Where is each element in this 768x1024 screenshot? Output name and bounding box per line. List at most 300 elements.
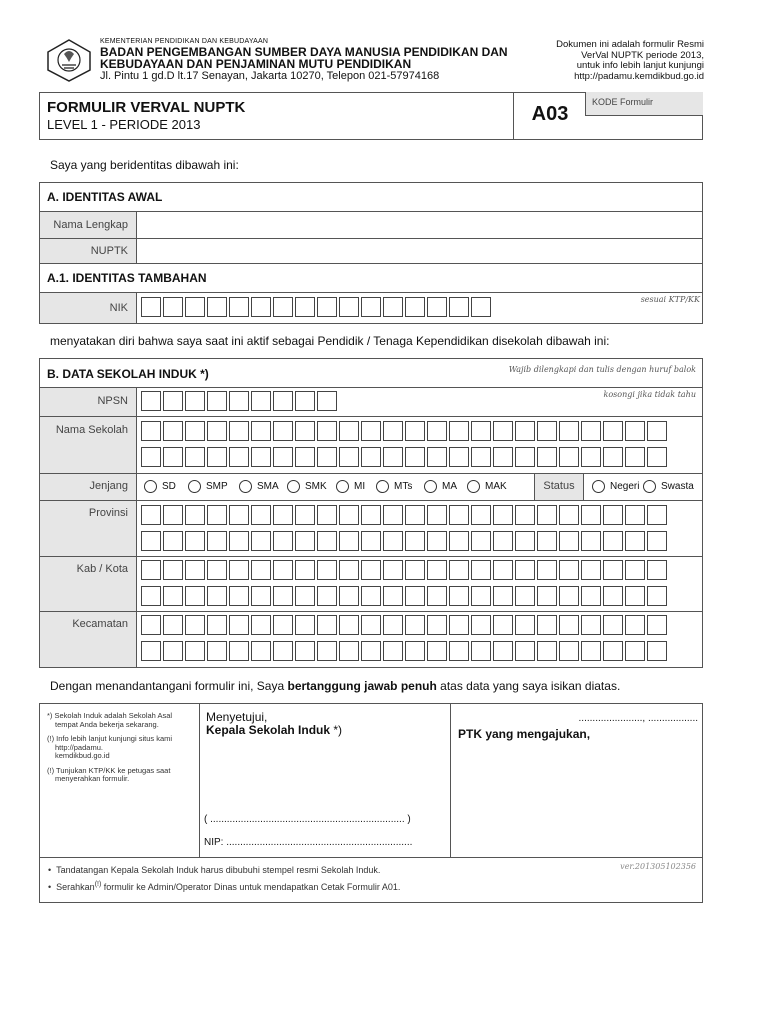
char-box[interactable] [317,505,337,525]
char-box[interactable] [471,531,491,551]
jenjang-option-ma[interactable] [424,480,457,493]
doc-note-line1: Dokumen ini adalah formulir Resmi [556,39,704,50]
char-box[interactable] [515,560,535,580]
char-box[interactable] [449,531,469,551]
city-boxes[interactable] [141,560,665,608]
char-box[interactable] [537,421,557,441]
divider [136,211,137,263]
char-box[interactable] [471,421,491,441]
char-box[interactable] [141,531,161,551]
char-box[interactable] [405,505,425,525]
nik-digit-box[interactable] [141,297,161,317]
char-box[interactable] [559,560,579,580]
ptk-signature-area[interactable] [452,744,702,854]
char-box[interactable] [581,447,601,467]
npsn-digit-box[interactable] [163,391,183,411]
char-box[interactable] [537,586,557,606]
char-box[interactable] [317,531,337,551]
char-box[interactable] [273,560,293,580]
divider [39,387,703,388]
status-option-negeri[interactable] [592,480,639,493]
char-box[interactable] [515,531,535,551]
char-box[interactable] [295,641,315,661]
char-box[interactable] [207,586,227,606]
npsn-digit-box[interactable] [185,391,205,411]
option-label: MA [442,481,457,492]
nuptk-field[interactable] [137,239,702,263]
char-box[interactable] [317,615,337,635]
radio-circle-icon [643,480,656,493]
char-box[interactable] [163,560,183,580]
char-box[interactable] [295,505,315,525]
char-box[interactable] [603,531,623,551]
jenjang-option-mts[interactable] [376,480,412,493]
char-box[interactable] [493,641,513,661]
char-box[interactable] [449,447,469,467]
char-box[interactable] [207,447,227,467]
char-box[interactable] [493,615,513,635]
char-box[interactable] [229,641,249,661]
char-box[interactable] [625,641,645,661]
nik-digit-box[interactable] [163,297,183,317]
npsn-digit-box[interactable] [295,391,315,411]
char-box[interactable] [647,447,667,467]
doc-note-line2: VerVal NUPTK periode 2013, [581,49,704,61]
jenjang-option-mi[interactable] [336,480,365,493]
intro-text: Saya yang beridentitas dibawah ini: [50,158,239,172]
char-box[interactable] [207,531,227,551]
jenjang-option-smp[interactable] [188,480,228,493]
char-box[interactable] [185,586,205,606]
char-box[interactable] [295,586,315,606]
declaration-post: atas data yang saya isikan diatas. [436,679,621,693]
jenjang-option-sma[interactable] [239,480,279,493]
char-box[interactable] [141,586,161,606]
char-box[interactable] [581,560,601,580]
form-subtitle: LEVEL 1 - PERIODE 2013 [47,117,201,132]
char-box[interactable] [339,505,359,525]
char-box[interactable] [141,447,161,467]
footnote-2-line3: kemdikbud.go.id [55,751,110,760]
char-box[interactable] [207,615,227,635]
npsn-boxes[interactable] [141,391,339,413]
char-box[interactable] [317,586,337,606]
form-code-label: KODE Formulir [592,97,654,107]
char-box[interactable] [361,615,381,635]
footnote-3-line1: (!) Tunjukan KTP/KK ke petugas saat [47,765,171,775]
char-box[interactable] [361,586,381,606]
divider [136,387,137,667]
char-box[interactable] [427,505,447,525]
npsn-digit-box[interactable] [317,391,337,411]
char-box[interactable] [515,615,535,635]
char-box[interactable] [471,560,491,580]
char-box[interactable] [339,615,359,635]
school-name-boxes[interactable] [141,421,665,469]
char-box[interactable] [361,447,381,467]
radio-circle-icon [239,480,252,493]
form-code: A03 [531,103,569,125]
char-box[interactable] [295,531,315,551]
char-box[interactable] [449,615,469,635]
option-label: MAK [485,481,507,492]
char-box[interactable] [625,560,645,580]
char-box[interactable] [383,586,403,606]
option-label: MTs [394,481,413,492]
char-box[interactable] [251,586,271,606]
province-boxes[interactable] [141,505,665,553]
char-box[interactable] [361,505,381,525]
char-box[interactable] [185,505,205,525]
npsn-digit-box[interactable] [229,391,249,411]
declaration-bold: bertanggung jawab penuh [287,679,437,693]
char-box[interactable] [537,641,557,661]
char-box[interactable] [603,447,623,467]
char-box[interactable] [185,421,205,441]
footer-bullet-2-post: formulir ke Admin/Operator Dinas untuk mendapatkan Cetak Formulir A01. [101,882,401,892]
char-box[interactable] [339,447,359,467]
char-box[interactable] [207,505,227,525]
char-box[interactable] [427,586,447,606]
radio-circle-icon [424,480,437,493]
char-box[interactable] [229,586,249,606]
char-box[interactable] [251,560,271,580]
char-box[interactable] [207,560,227,580]
char-box[interactable] [625,421,645,441]
char-box[interactable] [427,421,447,441]
char-box[interactable] [603,641,623,661]
char-box[interactable] [141,560,161,580]
char-box[interactable] [581,531,601,551]
head-signature-area[interactable] [202,740,446,810]
char-box[interactable] [273,531,293,551]
char-box[interactable] [647,641,667,661]
char-box[interactable] [515,505,535,525]
status-option-swasta[interactable] [643,480,694,493]
char-box[interactable] [625,447,645,467]
char-box[interactable] [647,531,667,551]
char-box[interactable] [163,505,183,525]
char-box[interactable] [185,641,205,661]
char-box[interactable] [537,531,557,551]
version-label: ver.201305102356 [620,862,696,871]
char-box[interactable] [163,641,183,661]
char-box[interactable] [493,531,513,551]
option-label: SMK [305,481,327,492]
char-box[interactable] [603,586,623,606]
section-b-title: B. DATA SEKOLAH INDUK *) [47,367,209,381]
char-box[interactable] [361,641,381,661]
char-box[interactable] [141,641,161,661]
status-options [590,474,702,500]
nik-digit-box[interactable] [339,297,359,317]
nik-digit-box[interactable] [185,297,205,317]
date-line[interactable]: ......................., .................. [578,713,698,724]
char-box[interactable] [273,586,293,606]
char-box[interactable] [449,586,469,606]
form-code-input[interactable] [586,117,702,139]
char-box[interactable] [559,641,579,661]
char-box[interactable] [141,505,161,525]
char-box[interactable] [207,641,227,661]
char-box[interactable] [339,560,359,580]
char-box[interactable] [317,421,337,441]
jenjang-option-mak[interactable] [467,480,507,493]
char-box[interactable] [581,505,601,525]
char-box[interactable] [339,421,359,441]
nik-digit-box[interactable] [471,297,491,317]
char-box[interactable] [581,421,601,441]
head-nip-line[interactable]: NIP: ................................................................... [204,837,413,848]
char-box[interactable] [361,531,381,551]
char-box[interactable] [581,586,601,606]
nik-digit-box[interactable] [295,297,315,317]
char-box[interactable] [625,586,645,606]
nik-digit-box[interactable] [427,297,447,317]
char-box[interactable] [647,505,667,525]
char-box[interactable] [339,531,359,551]
char-box[interactable] [471,641,491,661]
char-box[interactable] [295,447,315,467]
option-label: SMP [206,481,228,492]
section-b-note1: Wajib dilengkapi dan tulis dengan huruf balok [508,365,696,374]
char-box[interactable] [559,447,579,467]
char-box[interactable] [383,641,403,661]
char-box[interactable] [383,421,403,441]
char-box[interactable] [163,421,183,441]
char-box[interactable] [537,560,557,580]
char-box[interactable] [515,421,535,441]
char-box[interactable] [273,615,293,635]
char-box[interactable] [141,421,161,441]
footer-bullet-2-pre: Serahkan [56,882,95,892]
npsn-digit-box[interactable] [251,391,271,411]
nik-digit-box[interactable] [405,297,425,317]
npsn-digit-box[interactable] [207,391,227,411]
char-box[interactable] [185,615,205,635]
char-box[interactable] [163,531,183,551]
char-box[interactable] [449,641,469,661]
char-box[interactable] [163,615,183,635]
char-box[interactable] [185,560,205,580]
char-box[interactable] [449,421,469,441]
char-box[interactable] [603,560,623,580]
char-box[interactable] [405,615,425,635]
char-box[interactable] [449,560,469,580]
nik-digit-box[interactable] [361,297,381,317]
char-box[interactable] [559,531,579,551]
school-name-label: Nama Sekolah [55,424,128,436]
jenjang-option-sd[interactable] [144,480,176,493]
form-title: FORMULIR VERVAL NUPTK [47,99,246,116]
char-box[interactable] [383,615,403,635]
char-box[interactable] [625,505,645,525]
char-box[interactable] [559,505,579,525]
char-box[interactable] [229,421,249,441]
char-box[interactable] [625,531,645,551]
char-box[interactable] [647,586,667,606]
char-box[interactable] [405,447,425,467]
char-box[interactable] [163,586,183,606]
nik-digit-box[interactable] [317,297,337,317]
char-box[interactable] [251,531,271,551]
radio-circle-icon [188,480,201,493]
char-box[interactable] [185,447,205,467]
npsn-digit-box[interactable] [273,391,293,411]
char-box[interactable] [361,560,381,580]
divider [450,703,451,857]
char-box[interactable] [647,615,667,635]
char-box[interactable] [383,560,403,580]
char-box[interactable] [251,641,271,661]
footer-bullet-1 [48,865,380,875]
head-name-line[interactable]: ( ...................................................................... ) [204,814,411,825]
char-box[interactable] [471,447,491,467]
char-box[interactable] [581,641,601,661]
char-box[interactable] [229,505,249,525]
char-box[interactable] [625,615,645,635]
jenjang-option-smk[interactable] [287,480,327,493]
char-box[interactable] [295,560,315,580]
char-box[interactable] [229,615,249,635]
province-label: Provinsi [88,507,128,519]
char-box[interactable] [427,615,447,635]
char-box[interactable] [427,447,447,467]
footnote-2-line1: (!) Info lebih lanjut kunjungi situs kami [47,734,173,743]
char-box[interactable] [647,560,667,580]
section-b-note2: kosongi jika tidak tahu [603,390,696,399]
npsn-digit-box[interactable] [141,391,161,411]
char-box[interactable] [647,421,667,441]
footnote-1-line1: *) Sekolah Induk adalah Sekolah Asal [47,711,173,720]
char-box[interactable] [493,421,513,441]
char-box[interactable] [383,505,403,525]
char-box[interactable] [251,505,271,525]
district-boxes[interactable] [141,615,665,663]
option-label: Negeri [610,481,640,492]
divider [39,292,703,293]
char-box[interactable] [141,615,161,635]
char-box[interactable] [603,505,623,525]
char-box[interactable] [427,531,447,551]
char-box[interactable] [383,531,403,551]
char-box[interactable] [251,421,271,441]
char-box[interactable] [273,505,293,525]
char-box[interactable] [339,586,359,606]
char-box[interactable] [229,447,249,467]
nik-digit-box[interactable] [449,297,469,317]
city-label: Kab / Kota [76,563,128,575]
char-box[interactable] [427,641,447,661]
char-box[interactable] [493,560,513,580]
char-box[interactable] [581,615,601,635]
char-box[interactable] [317,560,337,580]
full-name-field[interactable] [137,212,702,238]
char-box[interactable] [471,586,491,606]
nik-digit-box[interactable] [383,297,403,317]
char-box[interactable] [559,615,579,635]
char-box[interactable] [273,447,293,467]
char-box[interactable] [251,447,271,467]
jenjang-label: Jenjang [89,480,128,492]
char-box[interactable] [537,505,557,525]
char-box[interactable] [383,447,403,467]
ptk-label: PTK yang mengajukan, [458,727,591,741]
footnote-3-line2: menyerahkan formulir. [55,774,130,783]
section-a-title: A. IDENTITAS AWAL [47,190,163,204]
char-box[interactable] [493,586,513,606]
char-box[interactable] [405,531,425,551]
nik-boxes[interactable] [141,297,491,319]
char-box[interactable] [515,447,535,467]
divider [39,857,703,858]
char-box[interactable] [559,586,579,606]
char-box[interactable] [295,615,315,635]
nik-digit-box[interactable] [273,297,293,317]
char-box[interactable] [229,531,249,551]
char-box[interactable] [339,641,359,661]
nik-digit-box[interactable] [251,297,271,317]
char-box[interactable] [229,560,249,580]
char-box[interactable] [207,421,227,441]
radio-circle-icon [467,480,480,493]
nik-label: NIK [40,293,136,323]
char-box[interactable] [449,505,469,525]
footnote-1-line2: tempat Anda bekerja sekarang. [55,719,159,729]
char-box[interactable] [493,447,513,467]
bullet-icon: • [48,865,57,875]
char-box[interactable] [163,447,183,467]
statement-text: menyatakan diri bahwa saya saat ini aktif sebagai Pendidik / Tenaga Kependidikan disekolah dibawah ini: [50,334,610,348]
header-agency-line2: KEBUDAYAAN DAN PENJAMINAN MUTU PENDIDIKAN [100,57,412,71]
nik-digit-box[interactable] [229,297,249,317]
ministry-logo [44,38,94,82]
nik-digit-box[interactable] [207,297,227,317]
char-box[interactable] [273,641,293,661]
char-box[interactable] [405,641,425,661]
char-box[interactable] [537,615,557,635]
char-box[interactable] [405,586,425,606]
char-box[interactable] [515,641,535,661]
char-box[interactable] [273,421,293,441]
char-box[interactable] [405,421,425,441]
char-box[interactable] [559,421,579,441]
char-box[interactable] [427,560,447,580]
radio-circle-icon [144,480,157,493]
footer-bullet-2 [48,881,400,892]
char-box[interactable] [405,560,425,580]
char-box[interactable] [317,447,337,467]
char-box[interactable] [361,421,381,441]
char-box[interactable] [515,586,535,606]
doc-note-line4: http://padamu.kemdikbud.go.id [574,70,704,82]
char-box[interactable] [185,531,205,551]
char-box[interactable] [317,641,337,661]
head-of-school-bold: Kepala Sekolah Induk [206,723,331,737]
approve-label: Menyetujui, [206,710,268,724]
char-box[interactable] [295,421,315,441]
char-box[interactable] [251,615,271,635]
char-box[interactable] [493,505,513,525]
district-label: Kecamatan [72,618,128,630]
char-box[interactable] [603,615,623,635]
status-label: Status [543,480,575,492]
char-box[interactable] [471,505,491,525]
char-box[interactable] [537,447,557,467]
char-box[interactable] [603,421,623,441]
char-box[interactable] [471,615,491,635]
declaration-text [50,679,620,693]
